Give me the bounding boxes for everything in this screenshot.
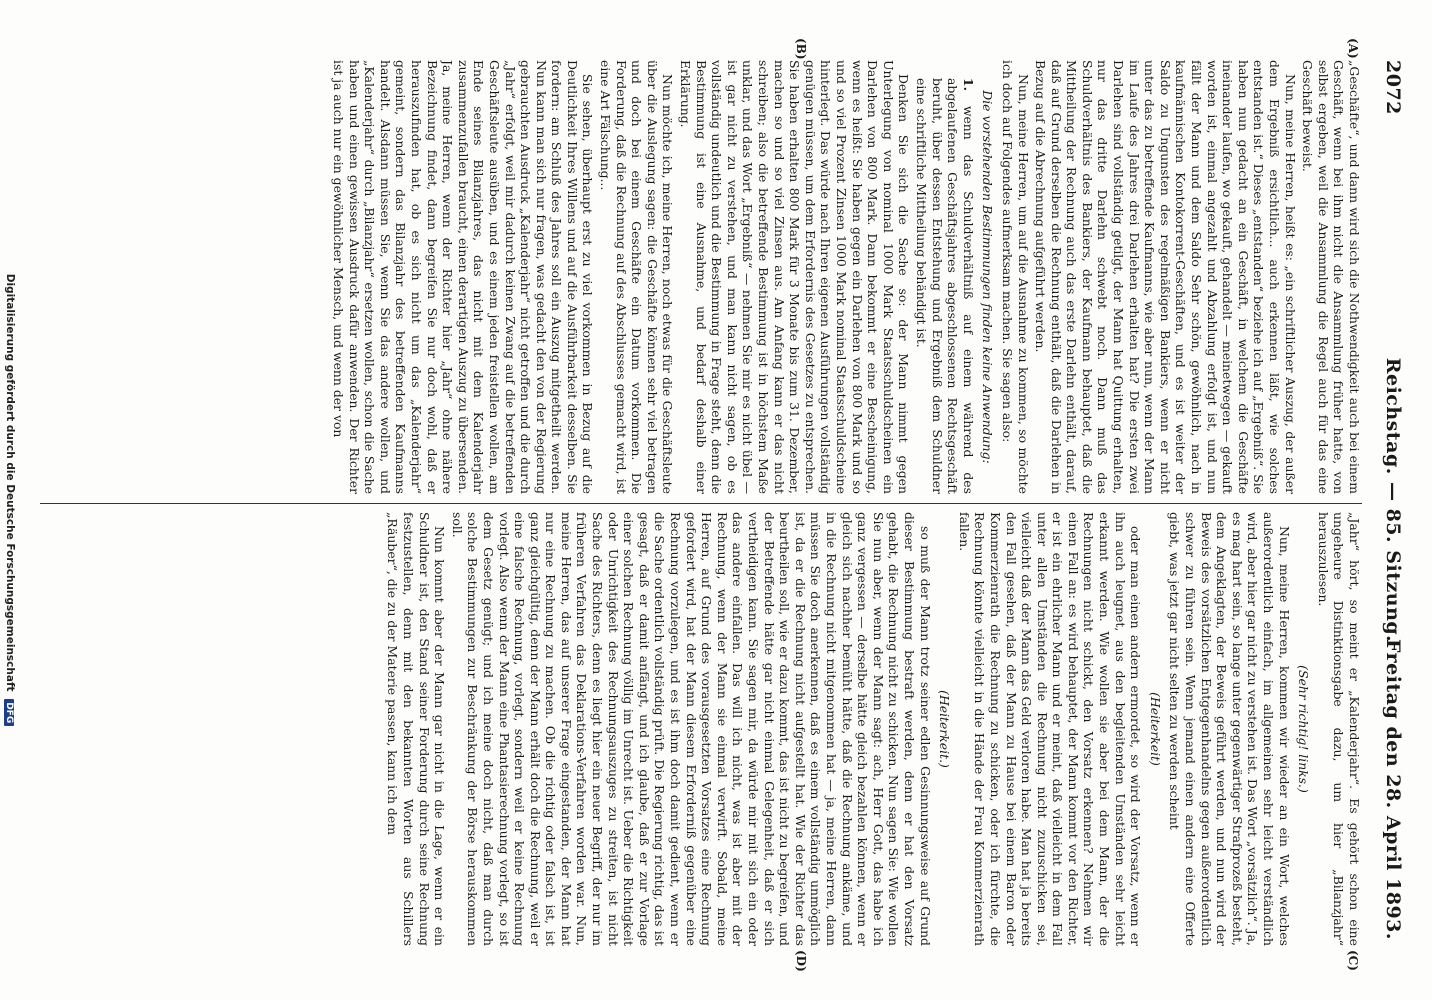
interjection: (Heiterkeit) (1147, 692, 1163, 766)
margin-marker-a: (A) (1346, 38, 1360, 59)
session-title: Reichstag. — 85. Sitzung. (1382, 357, 1404, 643)
paragraph: Nun, meine Herren, kommen wir wieder an ein Wort, welches außerordentlich einfach, im allgemeinen sehr leicht verständlich wird, aber hier gar nicht zu verstehen ist. Das Wort „vorsätzlich“. Ja, es mag hart sein, so lange unter gegenwärtiger Strafprozeß besteht, dem Angeklagten, der Beweis geführt werden, und nun wird der Beweis des vorsätzlichen Entgegenhandelns gegen außerordentlich schwer zu führen sein. Wenn jemand einen andern eine Offerte giebt, was jetzt gar nicht selten zu werden scheint (1167, 512, 1292, 946)
list-number: 1. (960, 78, 976, 91)
paragraph: Sie sehen, überhaupt erst zu viel vorkommen in Bezug auf die Deutlichkeit Ihres Willens und auf die Ausführbarkeit desselben. Sie fordern: am Schluß des Jahres soll ein Auszug mitgetheilt werden. Nun kann man sich nur fragen, was gedacht den von der Regierung gebrauchten Ausdruck „Kalenderjahr“ nicht getroffen und die durch „Jahr“ erfolgt, weil mir dadurch keinen Zwang auf die betreffenden Geschäftsleute ausüben, und es einem jeden freistellen wollen, am Ende seines Bilanzjahres, das nicht mit dem Kalenderjahr zusammenzufallen braucht, einen derartigen Auszug zu übersenden. Ja, meine Herren, wenn der Richter hier „Jahr“ ohne nähere Bezeichnung findet, dann begreifen Sie nur doch wohl, daß er herauszufinden hat, ob es sich nicht um das „Kalenderjahr“ gemeint, sondern das Bilanzjahr des betreffenden Kaufmanns handelt. Alsdann müssen Sie, wenn Sie das andere wollen, und „Kalenderjahr“ durch „Bilanzjahr“ ersetzen wollen, schon die Sache haben und einen gewissen Ausdruck dafür anwenden. Der Richter ist ja auch nur ein gewöhnlicher Mensch, und wenn der von (331, 60, 596, 494)
paragraph: so muß der Mann trotz seiner edlen Gesinnungsweise auf Grund dieser Bestimmung bestraft werden, denn er hat den Vorsatz gehabt, die Rechnung nicht zu schicken. Nun sagen Sie: Wie wollen Sie nun aber, wenn der Mann sagt: ach, Herr Gott, das habe ich ganz vergessen — derselbe hätte gleich bezahlen können, wenn er gleich sich nachher bemüht hätte, daß die Rechnung ankäme, und in die Rechnung nicht mitgenommen hat — ja, meine Herren, dann müssen Sie doch anerkennen, daß es einem vollständig unmöglich ist, da er die Rechnung nicht aufgestellt hat. Wie der Richter das beurtheilen soll, wie er dazu kommt, das ist nicht zu begreifen, und der Betreffende hätte gar nicht einmal Gelegenheit, daß er sich vertheidigen kann. Sie sagen mir, da würde mir mit sich ein oder das andere einfallen. Das will ich nicht, was ist aber mit der Rechnung, wenn der Mann sie einmal verwirft. Sobald, meine Herren, auf Grund des vorausgesetzten Vorsatzes eine Rechnung gefordert wird, hat der Mann diesem Erforderniß gegenüber eine Rechnung vorzulegen, und es ist ihm doch damit gedient, wenn er die Sache ordentlich vollständig prüft. Die Regierung richtig, das ist gesagt, daß er damit anfängt, und ich glaube, daß er zur Vorlage einer solchen Rechnung völlig im Unrecht ist. Ueber die Richtigkeit oder Unrichtigkeit des Rechnungsauszuges zu streiten, ist nicht Sache des Richters, denn es liegt hier ein neuer Begriff, der nur im früheren Verfahren das Deklarations-Verfahren worden war. Nun, meine Herren, das auf unserer Frage eingestanden, der Mann hat nur eine Rechnung zu machen. Ob die richtig oder falsch ist, ist ganz gleichgültig, denn der Mann erhält doch die Rechnung, weil er eine falsche Rechnung, vorlegt, sondern weil er keine Rechnung vorlegt. Also wenn der Mann eine Phantasierechnung vorlegt, so ist dem Gesetz genügt; und ich meine doch nicht, daß man durch solche Bestimmungen zur Beschränkung der Börse herauskommen soll. (449, 512, 933, 946)
left-text-column (30, 60, 1362, 494)
list-item (913, 60, 975, 494)
interjection: Die vorstehenden Bestimmungen finden keine Anwendung: (980, 90, 996, 464)
margin-marker-d: (D) (794, 950, 808, 972)
footer-credit: Digitalisierung gefördert durch die Deutsche Forschungsgemeinschaft (4, 273, 16, 692)
interjection: (Heiterkeit.) (937, 690, 953, 768)
right-text-column (30, 512, 1362, 946)
paragraph: Denken Sie sich die Sache so: der Mann nimmt gegen Unterlegung von nominal 1000 Mark Staatsschuldscheinen ein Darlehen von 800 Mark. Dann bekommt er eine Bescheinigung, wenn es heißt: Sie haben gegen ein Darlehen von 800 Mark und so und so viel Prozent Zinsen 1000 Mark nominal Staatsschuldscheine hinterlegt. Das würde nach Ihren eigenen Ausführungen vollständig genügen müssen, um dem Erfordernis des Gesetzes zu entsprechen. Sie haben erhalten 800 Mark für 3 Monate bis zum 31. Dezember, machen so und so viel Zinsen aus. Am Anfang kann er das nicht schreiben; also die betreffende Bestimmung ist in höchstem Maße unklar, und das Wort „Ergebniß“ — nehmen Sie mir es nicht übel — ist gar nicht zu verstehen, und man kann nicht sagen, ob es vollständig undeutlich und die Bestimmung in Frage steht, denn die Bestimmung ist eine Ausnahme, und bedarf deshalb einer Erklärung. (678, 60, 912, 494)
paragraph: Nun kommt aber der Mann gar nicht in die Lage, wenn er ein Schuldner ist, den Stand seiner Forderung durch seine Rechnung festzustellen, denn mit den bekannten Worten aus Schillers „Räuber“, die zu der Materie passen, kann ich dem (385, 512, 448, 946)
paragraph: „Geschäfte“, und dann wird sich die Nothwendigkeit auch bei einem Geschäft, wenn bei ihm nicht die Ansammlung früher hatte, von selbst ergeben, weil die Ansammlung die Regel auch für das eine Geschäft beweist. (1300, 60, 1362, 494)
paragraph: Nun möchte ich, meine Herren, noch etwas für die Geschäftsleute über die Auslegung sagen: die Geschäfte können sehr viel betragen und doch bei einem Geschäfte ein Datum vorkommen. Die Forderung, daß die Rechnung auf des Abschlusses gemacht wird, ist eine Art Fälschung... (598, 60, 676, 494)
paragraph: oder man einen andern ermordet, so wird der Vorsatz, wenn er ihn auch leugnet, aus den begleitenden Umständen sehr leicht erkannt werden. Wie wollen sie aber bei dem Mann, der die Rechnungen nicht schickt, den Vorsatz erkennen? Nehmen wir einen Fall an: es wird behauptet, der Mann kommt vor den Richter, er ist ein ehrlicher Mann und er meint, daß vielleicht in dem Fall unter allen Umständen die Rechnung nicht zuzuschicken sei, vielleicht daß der Mann das Geld verloren habe. Man hat ja bereits den Fall gesehen, daß der Mann zu Hause bei einem Baron oder Kommerzienrath die Rechnung zu schicken, oder ich fürchte, die Rechnung könnte vielleicht in die Hände der Frau Kommerzienrath fallen. (956, 512, 1144, 946)
column-divider (40, 503, 1362, 504)
dfg-logo-icon: DFG (4, 699, 14, 726)
margin-marker-c: (C) (1346, 950, 1360, 971)
paragraph: Nun, meine Herren, um auf die Ausnahme zu kommen, so möchte ich doch auf Folgendes aufmerksam machen. Sie sagen also: (999, 60, 1031, 494)
margin-marker-b: (B) (794, 38, 808, 60)
list-text: wenn das Schuldverhältniß auf einem während des abgelaufenen Geschäftsjahres abgeschlossenen Rechtsgeschäft beruht, über dessen Entstehung und Ergebniß dem Schuldner eine schriftliche Mittheilung behändigt ist. (913, 78, 976, 494)
paragraph: Nun, meine Herren, heißt es: „ein schriftlicher Auszug, der außer dem Ergebniß ersichtlich... auch erkennen läßt, wie solches entstanden ist.“ Dieses „entstanden“ beziehe ich auf „Ergebniß“. Sie haben nun gedacht an ein Geschäft, in welchem die Geschäfte ineinander laufen, wo gekauft, gehandelt — meinetwegen — gekauft worden ist, einmal angezahlt und Abzahlung erfolgt ist, und nun fällt der Mann und dem Saldo Sehr schön, gewöhnlich, nach in kaufmännischen Kontokorrent-Geschäften, und es ist weiter der Saldo zu Ungunsten des regelmäßigen Bankiers, wenn er nicht unter das zu betreffende Kaufmanns, wie aber nun, wenn der Mann im Laufe des Jahres drei Darlehen erhalten hat? Die ersten zwei Darlehen sind vollständig getilgt, der Mann hat Quittung erhalten, nur das dritte Darlehn schwebt noch. Dann muß das Schuldverhältnis des Bankiers, der Kaufmann behauptet, daß die Mittheilung der Rechnung auch das erste Darlehn enthält, darauf, daß auf Grund derselben die Rechnung enthält, daß die Darlehen in Bezug auf die Abrechnung aufgeführt werden. (1033, 60, 1298, 494)
page-number: 2072 (1382, 60, 1404, 115)
paragraph: „Jahr“ hört, so meint er „Kalenderjahr“. Es gehört schon eine ungeheure Distinktionsgabe dazu, um hier „Bilanzjahr“ herauszulesen. (1315, 512, 1362, 946)
session-date: Freitag den 28. April 1893. (1382, 638, 1404, 940)
digitization-footer (4, 0, 16, 1000)
page-header (1370, 60, 1410, 940)
interjection: (Sehr richtig! links.) (1296, 665, 1312, 793)
